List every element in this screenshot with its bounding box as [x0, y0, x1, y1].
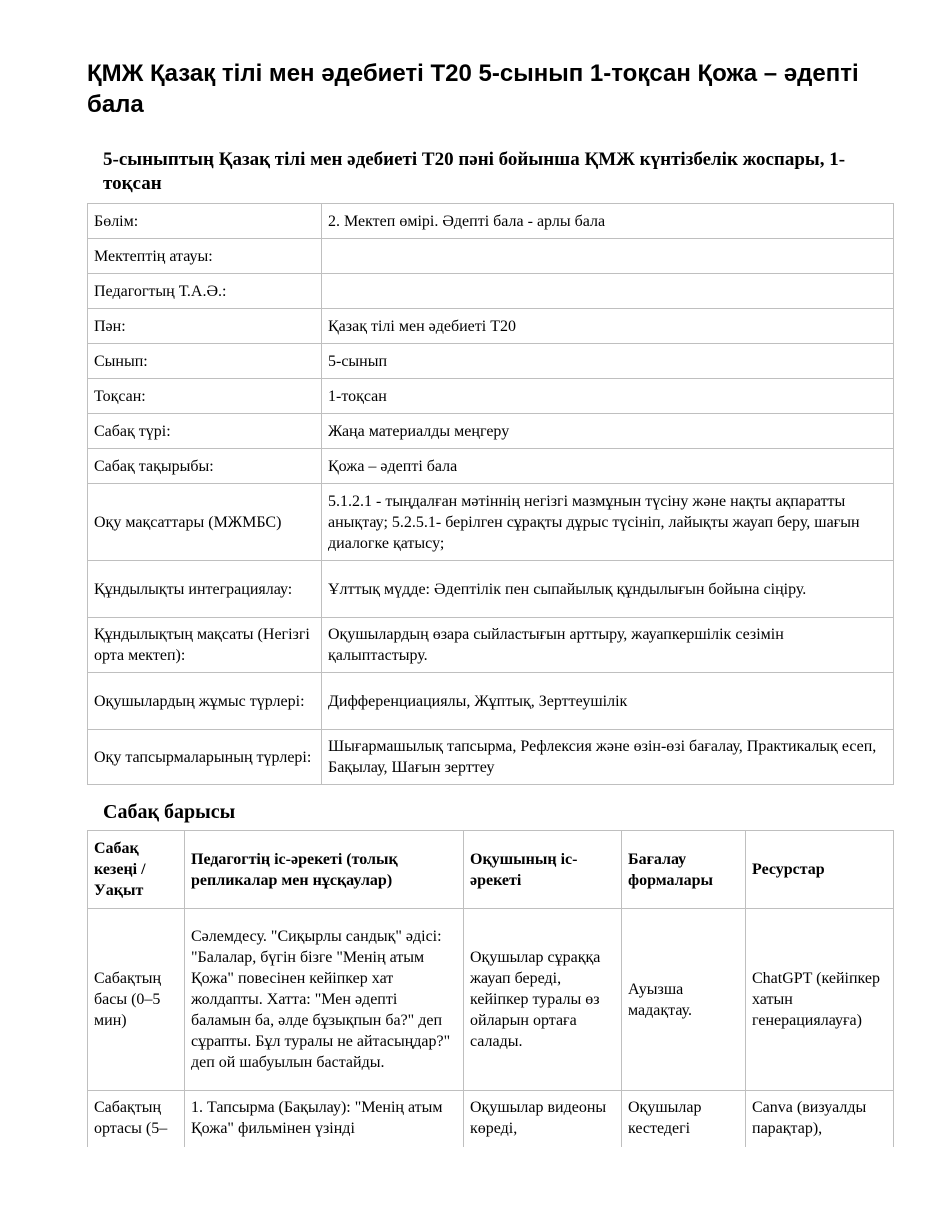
info-value: 5-сынып	[322, 344, 894, 379]
document-subtitle: 5-сыныптың Қазақ тілі мен әдебиеті Т20 пәні бойынша ҚМЖ күнтізбелік жоспары, 1-тоқсан	[103, 149, 846, 194]
stage-cell: Сабақтың басы (0–5 мин)	[88, 909, 185, 1091]
stage-cell: Сабақтың ортасы (5–	[88, 1091, 185, 1148]
column-header-teacher: Педагогтің іс-әрекеті (толық репликалар мен нұсқаулар)	[185, 831, 464, 909]
info-label: Тоқсан:	[88, 379, 322, 414]
info-label: Бөлім:	[88, 204, 322, 239]
info-label: Оқу тапсырмаларының түрлері:	[88, 730, 322, 785]
table-row	[88, 1091, 894, 1148]
info-label: Педагогтың Т.А.Ә.:	[88, 274, 322, 309]
info-value: Дифференциациялы, Жұптық, Зерттеушілік	[322, 673, 894, 730]
resources-cell: Canva (визуалды парақтар),	[746, 1091, 894, 1148]
info-value: 2. Мектеп өмірі. Әдепті бала - арлы бала	[322, 204, 894, 239]
info-value: Жаңа материалды меңгеру	[322, 414, 894, 449]
info-value: Оқушылардың өзара сыйластығын арттыру, жауапкершілік сезімін қалыптастыру.	[322, 618, 894, 673]
info-label: Мектептің атауы:	[88, 239, 322, 274]
info-value: 5.1.2.1 - тыңдалған мәтіннің негізгі мазмұнын түсіну және нақты ақпаратты анықтау; 5.2.5.1- берілген сұрақты дұрыс түсініп, лайықты жауап беру, шағын диалогке қатысу;	[322, 484, 894, 561]
student-cell: Оқушылар сұраққа жауап береді, кейіпкер туралы өз ойларын ортаға салады.	[464, 909, 622, 1091]
table-row	[88, 909, 894, 1091]
info-label: Пән:	[88, 309, 322, 344]
student-cell: Оқушылар видеоны көреді,	[464, 1091, 622, 1148]
column-header-stage: Сабақ кезеңі / Уақыт	[88, 831, 185, 909]
resources-cell: ChatGPT (кейіпкер хатын генерациялауға)	[746, 909, 894, 1091]
column-header-assessment: Бағалау формалары	[622, 831, 746, 909]
info-label: Сынып:	[88, 344, 322, 379]
table-header-row	[88, 831, 894, 909]
info-value: Шығармашылық тапсырма, Рефлексия және өзін-өзі бағалау, Практикалық есеп, Бақылау, Шағын зерттеу	[322, 730, 894, 785]
info-label: Оқушылардың жұмыс түрлері:	[88, 673, 322, 730]
document-title: ҚМЖ Қазақ тілі мен әдебиеті Т20 5-сынып 1-тоқсан Қожа – әдепті бала	[87, 60, 859, 118]
assessment-cell: Ауызша мадақтау.	[622, 909, 746, 1091]
column-header-resources: Ресурстар	[746, 831, 894, 909]
info-label: Сабақ тақырыбы:	[88, 449, 322, 484]
info-value: Ұлттық мүдде: Әдептілік пен сыпайылық құндылығын бойына сіңіру.	[322, 561, 894, 618]
info-label: Оқу мақсаттары (МЖМБС)	[88, 484, 322, 561]
info-label: Сабақ түрі:	[88, 414, 322, 449]
info-value: 1-тоқсан	[322, 379, 894, 414]
teacher-cell: Сәлемдесу. "Сиқырлы сандық" әдісі: "Балалар, бүгін бізге "Менің атым Қожа" повесінен кейіпкер хат жолдапты. Хатта: "Мен әдепті баламын ба, әлде бұзықпын ба?" деп сұрапты. Бұл туралы не айтасыңдар?" деп ой шабуылын бастайды.	[185, 909, 464, 1091]
info-value: Қожа – әдепті бала	[322, 449, 894, 484]
info-label: Құндылықты интеграциялау:	[88, 561, 322, 618]
assessment-cell: Оқушылар кестедегі	[622, 1091, 746, 1148]
info-label: Құндылықтың мақсаты (Негізгі орта мектеп):	[88, 618, 322, 673]
teacher-cell: 1. Тапсырма (Бақылау): "Менің атым Қожа" фильмінен үзінді	[185, 1091, 464, 1148]
info-value: Қазақ тілі мен әдебиеті Т20	[322, 309, 894, 344]
lesson-progress-heading: Сабақ барысы	[103, 801, 236, 823]
column-header-student: Оқушының іс-әрекеті	[464, 831, 622, 909]
lesson-progress-table	[87, 830, 894, 1147]
